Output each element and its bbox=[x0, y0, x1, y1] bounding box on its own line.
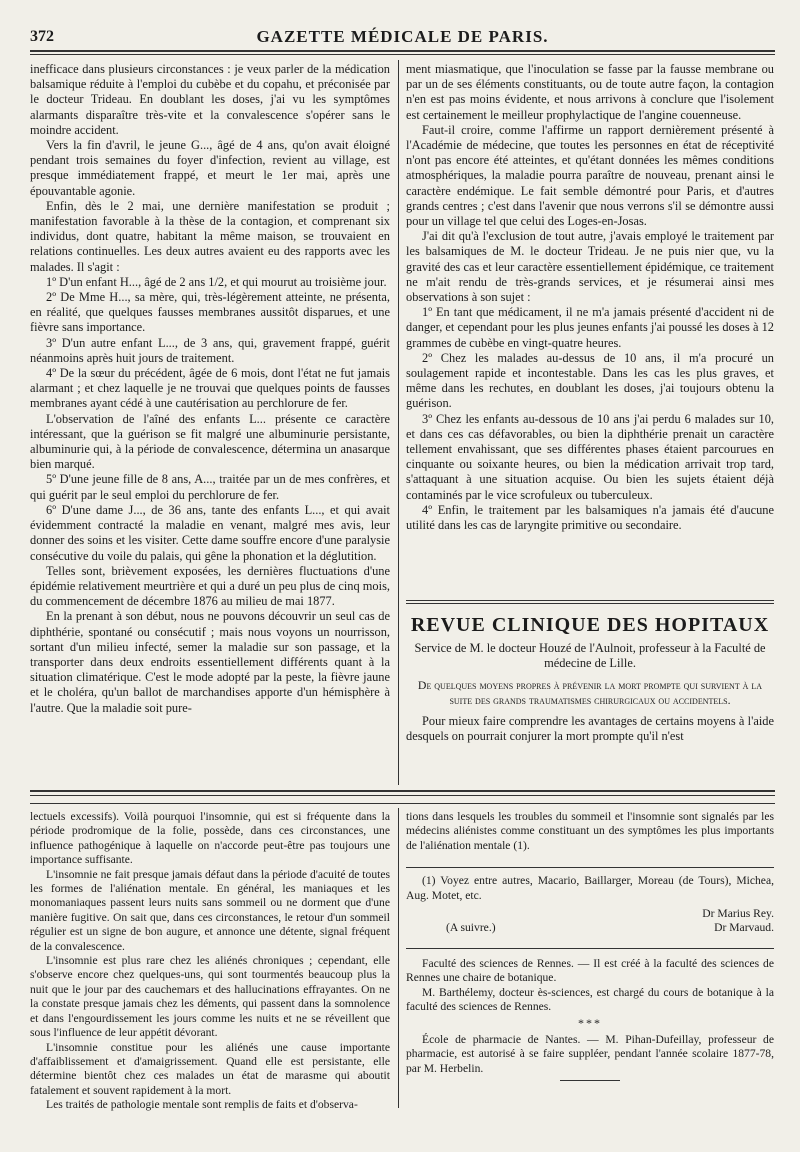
paragraph: ment miasmatique, que l'inoculation se fasse par la fausse membrane ou par un de ses éléments constituants, ou de toute autre façon, la contagion n'en est pas moins évidente, et nous arrivons à conclure que l'isolement est certainement le meilleur prophylactique de l'angine couenneuse. bbox=[406, 62, 774, 122]
lower-rule bbox=[30, 790, 775, 792]
paragraph: Enfin, dès le 2 mai, une dernière manifestation se produit ; manifestation favorable à la thèse de la contagion, et comprenant six individus, dont quatre, habitant la même maison, se trouvaient en relations continuelles. Les deux autres avaient eu des rapports avec les malades. Il s'agit : bbox=[30, 198, 390, 274]
separator-stars: *** bbox=[578, 1016, 602, 1031]
article-subtitle: De quelques moyens propres à prévenir la mort prompte qui survient à la suite des grands traumatismes chirurgicaux ou accidentels. bbox=[417, 677, 763, 707]
footnote-rule bbox=[406, 867, 774, 868]
list-item: 1º D'un enfant H..., âgé de 2 ans 1/2, et qui mourut au troisième jour. bbox=[46, 274, 387, 289]
signature-line bbox=[406, 921, 774, 935]
column-bottom-left bbox=[30, 810, 390, 1113]
paragraph: L'insomnie est plus rare chez les aliénés chroniques ; cependant, elle s'observe encore chez quelques-uns, qui sont tourmentés beaucoup plus la nuit que le jour par des cauchemars et des hallucinations effrayantes. On ne la constate presque jamais chez les déments, qui passent dans la somnolence et dans l'engourdissement les jours comme les nuits et ne se réveillent que sous l'influence de leur appétit dévorant. bbox=[30, 954, 390, 1040]
paragraph: L'insomnie constitue pour les aliénés une cause importante d'affaiblissement et d'amaigrissement. Quand elle est persistante, elle détermine bientôt chez ces malades un état de marasme qui aboutit fatalement et souvent rapidement à la mort. bbox=[30, 1040, 390, 1097]
column-top-left bbox=[30, 62, 390, 716]
news-item: École de pharmacie de Nantes. — M. Pihan-Dufeillay, professeur de pharmacie, est autorisé à se faire suppléer, pendant l'année scolaire 1877-78, par M. Herbelin. bbox=[406, 1032, 774, 1075]
header-rule bbox=[30, 50, 775, 52]
list-item: 1º En tant que médicament, il ne m'a jamais présenté d'accident ni de danger, et cependant pour les plus jeunes enfants j'ai poussé les doses à 12 grammes de cubèbe en vingt-quatre heures. bbox=[406, 305, 774, 350]
footnote: (1) Voyez entre autres, Macario, Baillarger, Moreau (de Tours), Michea, Aug. Motet, etc. bbox=[406, 874, 774, 902]
paragraph: Pour mieux faire comprendre les avantages de certains moyens à l'aide desquels on pourrait conjurer la mort prompte qu'il n'est bbox=[406, 713, 774, 743]
paragraph: L'insomnie ne fait presque jamais défaut dans la période d'acuité de toutes les formes de l'aliénation mentale. En général, les maniaques et les monomaniaques passent leurs nuits sans sommeil ou ne dorment que d'une manière fugitive. On sait que, dans ces circonstances, le retour d'un sommeil régulier est un signe de bon augure, et annonce une détente, signal fréquent de la convalescence. bbox=[30, 867, 390, 953]
paragraph: Telles sont, brièvement exposées, les dernières fluctuations d'une épidémie relativement meurtrière et qui a duré un peu plus de cinq mois, du commencement de décembre 1876 au milieu de mai 1877. bbox=[30, 563, 390, 609]
page-header bbox=[30, 24, 775, 50]
column-divider-lower bbox=[398, 808, 399, 1108]
lower-rule-2 bbox=[30, 803, 775, 804]
paragraph: L'observation de l'aîné des enfants L... présente ce caractère intéressant, que la guérison se fit malgré une albuminurie persistante, albuminurie qui, à la période de convalescence, détermina un anasarque bien marqué. bbox=[30, 411, 390, 472]
column-bottom-right bbox=[406, 810, 774, 1085]
list-item: 3º Chez les enfants au-dessous de 10 ans j'ai perdu 6 malades sur 10, et dans ces cas défavorables, ou bien la diphthérie prenait un caractère tellement envahissant, que ses différentes phases étaient parcourues en cinquante ou soixante heures, ou bien la médication arrivait trop tard, s'attaquant à une situation acquise. Ou bien les sujets étaient déjà contaminés par le vice scrofuleux ou tuberculeux. bbox=[406, 411, 774, 502]
paragraph: Les traités de pathologie mentale sont remplis de faits et d'observa- bbox=[46, 1098, 358, 1112]
end-dash bbox=[560, 1080, 620, 1081]
column-top-right bbox=[406, 62, 774, 533]
list-item: 2º De Mme H..., sa mère, qui, très-légèrement atteinte, ne présenta, en réalité, que quelques fausses membranes aussitôt disparues, et une fièvre sans importance. bbox=[30, 290, 390, 335]
paragraph: tions dans lesquels les troubles du sommeil et l'insomnie sont signalés par les médecins aliénistes comme constituant un des symptômes les plus importants de l'aliénation mentale (1). bbox=[406, 810, 774, 852]
page-number: 372 bbox=[30, 28, 54, 45]
revue-section bbox=[406, 608, 774, 744]
section-title: REVUE CLINIQUE DES HOPITAUX bbox=[410, 614, 770, 636]
section-rule bbox=[406, 600, 774, 601]
paragraph: Faut-il croire, comme l'affirme un rapport dernièrement présenté à l'Académie de médecine, que toutes les personnes en état de réceptivité n'ont pas encore été atteintes, et qu'étant données les mêmes conditions atmosphériques, la maladie pourra paraître de nouveau, prenant ainsi le caractère endémique. Le fait semble démontré pour Paris, et d'autres grands centres ; c'est dans l'avenir que nous verrons s'il se démontre aussi pour un village tel que celui des Loges-en-Josas. bbox=[406, 122, 774, 229]
list-item: 6º D'une dame J..., de 36 ans, tante des enfants L..., et qui avait évidemment contracté la maladie en venant, malgré mes avis, leur donner des soins et les visiter. Cette dame souffre encore d'une paralysie consécutive du voile du palais, qui gêne la phonation et la déglutition. bbox=[30, 502, 390, 563]
news-rule bbox=[406, 948, 774, 949]
signature: Dr Marvaud. bbox=[714, 921, 774, 935]
column-divider bbox=[398, 60, 399, 785]
list-item: 3º D'un autre enfant L..., de 3 ans, qui, gravement frappé, guérit néanmoins après huit jours de traitement. bbox=[30, 335, 390, 365]
list-item: 5º D'une jeune fille de 8 ans, A..., traitée par un de mes confrères, et qui guérit par le seul emploi du perchlorure de fer. bbox=[30, 472, 390, 502]
to-be-continued: (A suivre.) bbox=[446, 921, 496, 935]
paragraph: J'ai dit qu'à l'exclusion de tout autre, j'avais employé le traitement par les balsamiques de M. le docteur Trideau. Je ne puis nier que, vu la gravité des cas et leur caractère essentiellement épidémique, ce traitement ne m'ait rendu de très-grands services, et je résumerai ainsi mes observations à son sujet : bbox=[406, 229, 774, 305]
paragraph: En la prenant à son début, nous ne pouvons découvrir un seul cas de diphthérie, spontané ou consécutif ; mais nous voyons un nourrisson, sortant d'un milieu infecté, semer la maladie sur son passage, et la transporter dans deux endroits essentiellement différents quant à la situation climatérique. C'est le mode adopté par la peste, la fièvre jaune et le choléra, qu'un ballot de marchandises apporte d'un hémisphère à l'autre. Que la maladie soit pure- bbox=[30, 609, 390, 715]
news-item: Faculté des sciences de Rennes. — Il est créé à la faculté des sciences de Rennes une chaire de botanique. bbox=[406, 956, 774, 985]
list-item: 2º Chez les malades au-dessus de 10 ans, il m'a procuré un soulagement rapide et incontestable. Dans les cas les plus graves, et même dans les rechutes, en doublant les doses, j'ai toujours obtenu la guérison. bbox=[406, 350, 774, 411]
service-line: Service de M. le docteur Houzé de l'Aulnoit, professeur à la Faculté de médecine de Lille. bbox=[414, 641, 766, 671]
list-item: 4º De la sœur du précédent, âgée de 6 mois, dont l'état ne fut jamais alarmant ; et chez laquelle je ne trouvai que quelques points de fausses membranes ayant cédé à une cautérisation au perchlorure de fer. bbox=[30, 366, 390, 411]
paragraph: lectuels excessifs). Voilà pourquoi l'insomnie, qui est si fréquente dans la période prodromique de la folie, possède, dans ces circonstances, une influence pathogénique à laquelle on n'accorde peut-être pas toujours une importance suffisante. bbox=[30, 810, 390, 867]
paragraph: inefficace dans plusieurs circonstances : je veux parler de la médication balsamique réduite à l'emploi du cubèbe et du copahu, et préconisée par le docteur Trideau. En doublant les doses, j'ai vu les symptômes alarmants disparaître très-vite et la convalescence s'opérer sans le moindre accident. bbox=[30, 62, 390, 137]
running-title: GAZETTE MÉDICALE DE PARIS. bbox=[256, 27, 549, 46]
lower-rule-thin bbox=[30, 795, 775, 796]
news-item: M. Barthélemy, docteur ès-sciences, est chargé du cours de botanique à la faculté des sciences de Rennes. bbox=[406, 985, 774, 1014]
section-rule-thin bbox=[406, 603, 774, 604]
header-rule-thin bbox=[30, 54, 775, 55]
signature: Dr Marius Rey. bbox=[702, 907, 774, 921]
paragraph: Vers la fin d'avril, le jeune G..., âgé de 4 ans, qu'on avait éloigné pendant trois semaines du foyer d'infection, revient au village, est presque immédiatement frappé, et meurt le 1er mai, après une épouvantable agonie. bbox=[30, 138, 390, 198]
list-item: 4º Enfin, le traitement par les balsamiques n'a jamais été d'aucune utilité dans les cas de laryngite primitive ou secondaire. bbox=[406, 502, 774, 533]
